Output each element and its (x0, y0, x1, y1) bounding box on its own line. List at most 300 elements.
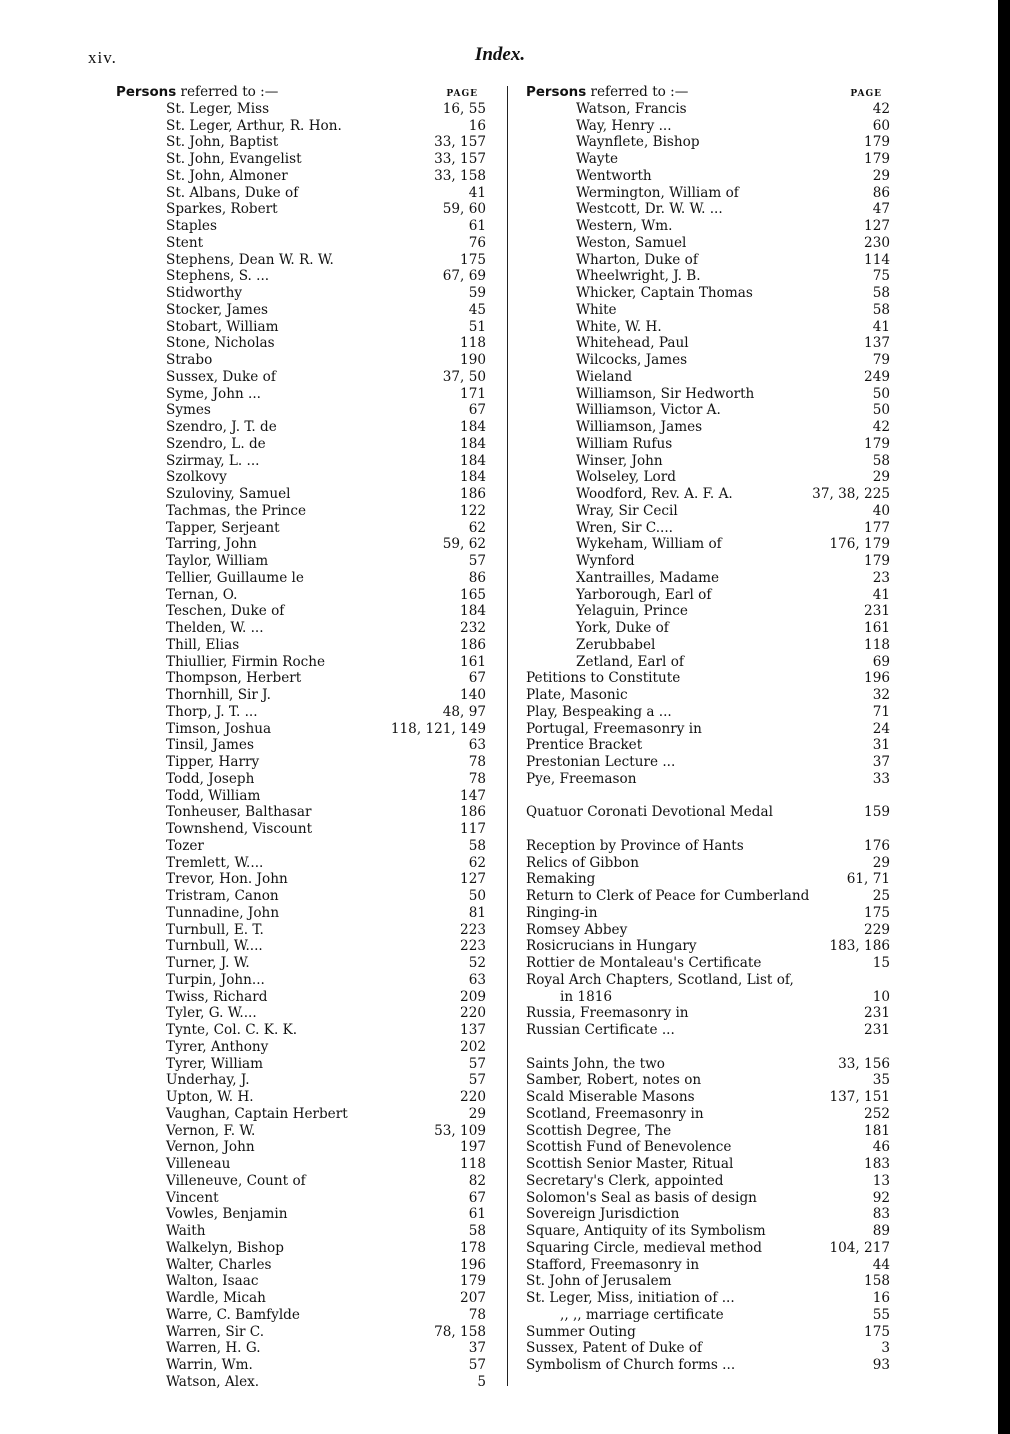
index-entry (526, 1273, 890, 1290)
index-entry (116, 302, 486, 319)
index-entry (116, 1324, 486, 1341)
index-entry (526, 1324, 890, 1341)
index-entry (116, 503, 486, 520)
index-entry (526, 536, 890, 553)
index-entry (526, 1290, 890, 1307)
entry-name: Warrin, Wm. (166, 1357, 253, 1373)
index-entry (526, 838, 890, 855)
index-entry (526, 704, 890, 721)
index-entry (526, 1173, 890, 1190)
index-entry (526, 888, 890, 905)
entry-name: Tristram, Canon (166, 888, 279, 904)
index-entry (526, 520, 890, 537)
index-entry (526, 1005, 890, 1022)
index-entry (116, 737, 486, 754)
index-entry (116, 486, 486, 503)
entry-page: 89 (872, 1223, 890, 1239)
entry-name: Thornhill, Sir J. (166, 687, 271, 703)
entry-name: Williamson, Victor A. (576, 402, 721, 419)
entry-name: Weston, Samuel (576, 234, 687, 251)
entry-page: 67 (468, 402, 486, 419)
entry-page: 184 (460, 435, 486, 452)
index-entry (116, 620, 486, 637)
index-entry (116, 218, 486, 235)
entry-page: 52 (468, 955, 486, 971)
entry-page: 29 (872, 469, 890, 486)
index-entry (526, 1257, 890, 1274)
entry-name: Westcott, Dr. W. W. ... (576, 201, 723, 218)
entry-page: 57 (468, 553, 486, 569)
index-entry (526, 302, 890, 319)
entry-name: Todd, Joseph (166, 770, 255, 787)
entry-page: 29 (468, 1105, 486, 1122)
entry-page: 57 (468, 1072, 486, 1089)
index-entry (526, 453, 890, 470)
entry-page: 67, 69 (442, 268, 486, 285)
entry-name: St. Albans, Duke of (166, 184, 299, 201)
entry-page: 179 (864, 553, 890, 569)
entry-page: 252 (864, 1105, 890, 1122)
entry-name: Ternan, O. (166, 586, 238, 603)
index-entry (116, 386, 486, 403)
index-entry (116, 1139, 486, 1156)
entry-name: Szirmay, L. ... (166, 452, 260, 469)
entry-name: Tozer (166, 837, 204, 854)
entry-page: 37 (468, 1340, 486, 1357)
entry-name: St. John of Jerusalem (526, 1273, 672, 1290)
entry-page: 58 (872, 285, 890, 301)
entry-page: 83 (872, 1206, 890, 1223)
entry-name: Williamson, James (576, 419, 703, 435)
entry-name: White, W. H. (576, 318, 662, 335)
index-entry (116, 419, 486, 436)
entry-name: Romsey Abbey (526, 921, 628, 938)
index-entry (526, 1307, 890, 1324)
entry-name: St. John, Evangelist (166, 151, 302, 167)
entry-name: Sussex, Patent of Duke of (526, 1340, 703, 1357)
entry-page: 59, 60 (442, 201, 486, 218)
index-entry (116, 352, 486, 369)
entry-list-q (526, 804, 890, 821)
entry-name: Twiss, Richard (166, 988, 268, 1005)
entry-name: Western, Wm. (576, 218, 673, 234)
index-entry (116, 1106, 486, 1123)
index-entry (526, 134, 890, 151)
entry-page: 197 (460, 1139, 486, 1156)
entry-page: 118 (460, 335, 486, 352)
entry-page: 78 (468, 770, 486, 787)
entry-page: 78, 158 (434, 1323, 486, 1340)
entry-name: White (576, 301, 617, 318)
entry-page: 78 (468, 1306, 486, 1323)
entry-name: Williamson, Sir Hedworth (576, 385, 755, 402)
entry-name: Watson, Alex. (166, 1373, 260, 1390)
index-entry (116, 922, 486, 939)
index-entry (526, 235, 890, 252)
index-entry (116, 603, 486, 620)
entry-page: 175 (864, 904, 890, 921)
entry-page: 118, 121, 149 (390, 720, 486, 737)
entry-page: 104, 217 (829, 1239, 890, 1256)
entry-page: 202 (460, 1038, 486, 1055)
entry-page: 117 (460, 821, 486, 837)
page-column-label: PAGE (446, 89, 478, 99)
entry-page: 175 (460, 251, 486, 268)
entry-name: Stent (166, 234, 204, 251)
entry-page: 16 (872, 1290, 890, 1306)
entry-name: Royal Arch Chapters, Scotland, List of, (526, 971, 794, 988)
entry-name: Wren, Sir C.... (576, 519, 673, 536)
index-entry (526, 419, 890, 436)
entry-page: 31 (872, 737, 890, 754)
entry-page: 231 (864, 1005, 890, 1022)
index-entry (526, 151, 890, 168)
entry-page: 179 (864, 134, 890, 151)
index-entry (116, 402, 486, 419)
entry-page: 93 (872, 1357, 890, 1373)
entry-name: Tinsil, James (166, 737, 254, 754)
entry-name: Remaking (526, 871, 596, 888)
entry-page: 48, 97 (442, 703, 486, 720)
entry-page: 78 (468, 754, 486, 770)
entry-name: Winser, John (576, 452, 663, 469)
entry-page: 24 (872, 720, 890, 737)
entry-name: Vincent (166, 1189, 219, 1206)
entry-page: 230 (864, 234, 890, 251)
index-entry (526, 603, 890, 620)
index-entry (116, 1056, 486, 1073)
entry-name: Wharton, Duke of (576, 251, 698, 268)
entry-page: 81 (468, 904, 486, 921)
entry-list-persons (526, 101, 890, 671)
index-entry (116, 268, 486, 285)
entry-page: 59 (468, 285, 486, 301)
index-entry (526, 118, 890, 135)
entry-page: 127 (864, 218, 890, 234)
entry-name: York, Duke of (576, 620, 669, 636)
entry-page: 137, 151 (829, 1089, 890, 1105)
index-entry (526, 335, 890, 352)
index-entry (116, 520, 486, 537)
entry-page: 249 (864, 368, 890, 385)
entry-list-s (526, 1056, 890, 1374)
entry-page: 159 (864, 804, 890, 821)
entry-name: Walkelyn, Bishop (166, 1239, 284, 1256)
entry-name: William Rufus (576, 435, 673, 452)
entry-name: Tyrer, Anthony (166, 1038, 269, 1055)
entry-page: 29 (872, 854, 890, 871)
index-entry (116, 1190, 486, 1207)
index-entry (116, 453, 486, 470)
entry-page: 51 (468, 318, 486, 335)
entry-page: 58 (872, 301, 890, 318)
entry-page: 42 (872, 100, 890, 117)
entry-name: Quatuor Coronati Devotional Medal (526, 804, 773, 821)
entry-name: Turnbull, E. T. (166, 921, 264, 938)
entry-name: Return to Clerk of Peace for Cumberland (526, 888, 810, 904)
entry-name: Villeneuve, Count of (166, 1172, 306, 1189)
entry-page: 176, 179 (829, 536, 890, 553)
index-entry (526, 1190, 890, 1207)
entry-name: Russian Certificate ... (526, 1022, 675, 1038)
entry-page: 57 (468, 1055, 486, 1072)
entry-name: Vernon, John (166, 1139, 255, 1156)
entry-name: Tonheuser, Balthasar (166, 804, 312, 821)
index-entry (116, 587, 486, 604)
index-entry (116, 1089, 486, 1106)
index-entry (116, 1039, 486, 1056)
entry-page: 76 (468, 234, 486, 251)
index-entry (116, 871, 486, 888)
entry-page: 137 (864, 335, 890, 352)
entry-page: 37 (872, 754, 890, 770)
section-heading (116, 84, 486, 101)
index-entry (116, 553, 486, 570)
entry-list-p (526, 670, 890, 787)
entry-page: 86 (468, 569, 486, 586)
index-entry (116, 855, 486, 872)
entry-page: 55 (872, 1306, 890, 1323)
entry-page: 33 (872, 770, 890, 787)
heading-bold: Persons (526, 85, 587, 100)
index-entry (116, 687, 486, 704)
index-entry (116, 989, 486, 1006)
index-entry (116, 637, 486, 654)
index-column-left (116, 84, 486, 1391)
entry-page: 50 (468, 888, 486, 904)
index-entry (116, 955, 486, 972)
index-entry (116, 1357, 486, 1374)
index-entry (116, 252, 486, 269)
entry-page: 183, 186 (829, 938, 890, 955)
entry-name: Reception by Province of Hants (526, 837, 744, 854)
index-entry (526, 386, 890, 403)
entry-name: Wardle, Micah (166, 1290, 266, 1306)
entry-name: Stidworthy (166, 285, 243, 301)
entry-name: Vernon, F. W. (166, 1122, 256, 1139)
entry-page: 57 (468, 1357, 486, 1373)
entry-name: Villeneau (166, 1156, 231, 1172)
entry-page: 184 (460, 419, 486, 435)
index-entry (526, 503, 890, 520)
entry-page: 33, 157 (434, 134, 486, 151)
entry-page: 186 (460, 804, 486, 821)
entry-name: Warren, H. G. (166, 1340, 261, 1357)
entry-page: 58 (468, 1223, 486, 1239)
entry-page: 37, 38, 225 (812, 486, 890, 502)
index-entry (116, 436, 486, 453)
index-entry (526, 1072, 890, 1089)
index-entry (526, 955, 890, 972)
index-entry (526, 185, 890, 202)
index-entry (116, 670, 486, 687)
entry-page: 181 (864, 1122, 890, 1139)
index-entry (526, 972, 890, 989)
entry-page: 62 (468, 519, 486, 536)
index-entry (526, 352, 890, 369)
entry-name: Scottish Degree, The (526, 1122, 672, 1139)
entry-page: 178 (460, 1239, 486, 1256)
index-entry (526, 1106, 890, 1123)
entry-name: Zerubbabel (576, 636, 656, 653)
entry-page: 41 (872, 586, 890, 603)
entry-name: ,, ,, marriage certificate (560, 1306, 724, 1323)
index-entry (116, 151, 486, 168)
entry-name: Szuloviny, Samuel (166, 486, 291, 502)
index-entry (116, 168, 486, 185)
entry-page: 58 (468, 837, 486, 854)
index-entry (526, 268, 890, 285)
entry-name: Pye, Freemason (526, 770, 637, 787)
entry-name: Sparkes, Robert (166, 201, 278, 218)
index-entry (526, 1340, 890, 1357)
entry-name: Tarring, John (166, 536, 257, 553)
entry-page: 176 (864, 837, 890, 854)
entry-name: Taylor, William (166, 553, 269, 569)
entry-name: Rottier de Montaleau's Certificate (526, 955, 762, 971)
index-entry (116, 821, 486, 838)
entry-page: 179 (460, 1273, 486, 1290)
index-entry (116, 704, 486, 721)
entry-page: 220 (460, 1005, 486, 1022)
index-entry (526, 1089, 890, 1106)
entry-page: 53, 109 (434, 1122, 486, 1139)
entry-page: 15 (872, 955, 890, 971)
entry-page: 165 (460, 586, 486, 603)
index-entry (116, 654, 486, 671)
index-entry (116, 1005, 486, 1022)
index-entry (526, 938, 890, 955)
entry-page: 10 (872, 988, 890, 1005)
entry-name: Wynford (576, 553, 635, 569)
entry-name: Secretary's Clerk, appointed (526, 1172, 724, 1189)
entry-name: Tunnadine, John (166, 904, 280, 921)
index-entry (526, 721, 890, 738)
entry-page: 140 (460, 687, 486, 703)
index-entry (116, 1374, 486, 1391)
entry-page: 50 (872, 385, 890, 402)
index-entry (116, 101, 486, 118)
entry-page: 223 (460, 938, 486, 955)
entry-page: 82 (468, 1172, 486, 1189)
entry-name: Russia, Freemasonry in (526, 1005, 689, 1022)
entry-page: 161 (460, 653, 486, 670)
entry-list (116, 101, 486, 1391)
entry-name: Vowles, Benjamin (166, 1206, 288, 1223)
entry-name: Woodford, Rev. A. F. A. (576, 486, 733, 502)
spacer (526, 788, 890, 805)
entry-name: Stephens, Dean W. R. W. (166, 251, 334, 268)
entry-name: Summer Outing (526, 1323, 636, 1340)
index-entry (116, 1240, 486, 1257)
entry-name: Petitions to Constitute (526, 670, 681, 687)
entry-name: Yarborough, Earl of (576, 586, 712, 603)
index-entry (526, 1223, 890, 1240)
scan-edge (998, 0, 1010, 1434)
entry-page: 47 (872, 201, 890, 218)
entry-name: Thelden, W. ... (166, 620, 264, 636)
column-divider (507, 86, 508, 1386)
entry-name: Staples (166, 218, 217, 234)
entry-list-r (526, 838, 890, 1039)
entry-page: 35 (872, 1072, 890, 1089)
index-entry (116, 721, 486, 738)
entry-page: 186 (460, 636, 486, 653)
index-entry (526, 553, 890, 570)
entry-page: 61 (468, 218, 486, 234)
entry-page: 229 (864, 921, 890, 938)
entry-name: Tyrer, William (166, 1055, 264, 1072)
index-entry (526, 1357, 890, 1374)
entry-page: 23 (872, 569, 890, 586)
entry-name: Syme, John ... (166, 385, 261, 402)
index-entry (116, 1290, 486, 1307)
index-entry (116, 469, 486, 486)
entry-page: 16 (468, 117, 486, 134)
entry-page: 175 (864, 1323, 890, 1340)
index-entry (526, 168, 890, 185)
heading-bold: Persons (116, 85, 177, 100)
index-entry (116, 235, 486, 252)
entry-name: St. Leger, Miss, initiation of ... (526, 1290, 735, 1306)
index-entry (526, 654, 890, 671)
entry-name: Wray, Sir Cecil (576, 502, 678, 519)
index-entry (116, 1223, 486, 1240)
index-entry (116, 319, 486, 336)
entry-name: Watson, Francis (576, 100, 687, 117)
index-entry (526, 402, 890, 419)
section-heading (526, 84, 890, 101)
index-entry (526, 905, 890, 922)
entry-name: Tellier, Guillaume le (166, 569, 304, 586)
entry-page: 50 (872, 402, 890, 419)
entry-page: 41 (872, 318, 890, 335)
entry-name: Saints John, the two (526, 1055, 665, 1072)
index-entry (116, 536, 486, 553)
entry-page: 37, 50 (442, 368, 486, 385)
entry-page: 223 (460, 921, 486, 938)
index-entry (116, 118, 486, 135)
entry-name: Wheelwright, J. B. (576, 268, 701, 285)
entry-page: 13 (872, 1172, 890, 1189)
entry-name: Prentice Bracket (526, 737, 643, 754)
index-entry (116, 788, 486, 805)
index-entry (116, 1156, 486, 1173)
entry-page: 29 (872, 167, 890, 184)
index-entry (526, 486, 890, 503)
entry-name: Wolseley, Lord (576, 469, 676, 486)
entry-page: 41 (468, 184, 486, 201)
entry-page: 61 (468, 1206, 486, 1223)
entry-page: 207 (460, 1290, 486, 1306)
entry-name: Squaring Circle, medieval method (526, 1239, 762, 1256)
index-entry (526, 670, 890, 687)
index-entry (116, 201, 486, 218)
index-entry (116, 1257, 486, 1274)
entry-page: 79 (872, 352, 890, 368)
entry-page: 69 (872, 653, 890, 670)
index-entry (116, 1340, 486, 1357)
entry-name: Warre, C. Bamfylde (166, 1306, 300, 1323)
entry-name: Vaughan, Captain Herbert (166, 1105, 348, 1122)
index-entry (116, 905, 486, 922)
entry-name: Wentworth (576, 167, 652, 184)
index-entry (526, 1206, 890, 1223)
entry-page: 158 (864, 1273, 890, 1290)
entry-name: Warren, Sir C. (166, 1323, 265, 1340)
entry-name: Sussex, Duke of (166, 368, 276, 385)
entry-name: Solomon's Seal as basis of design (526, 1189, 757, 1206)
